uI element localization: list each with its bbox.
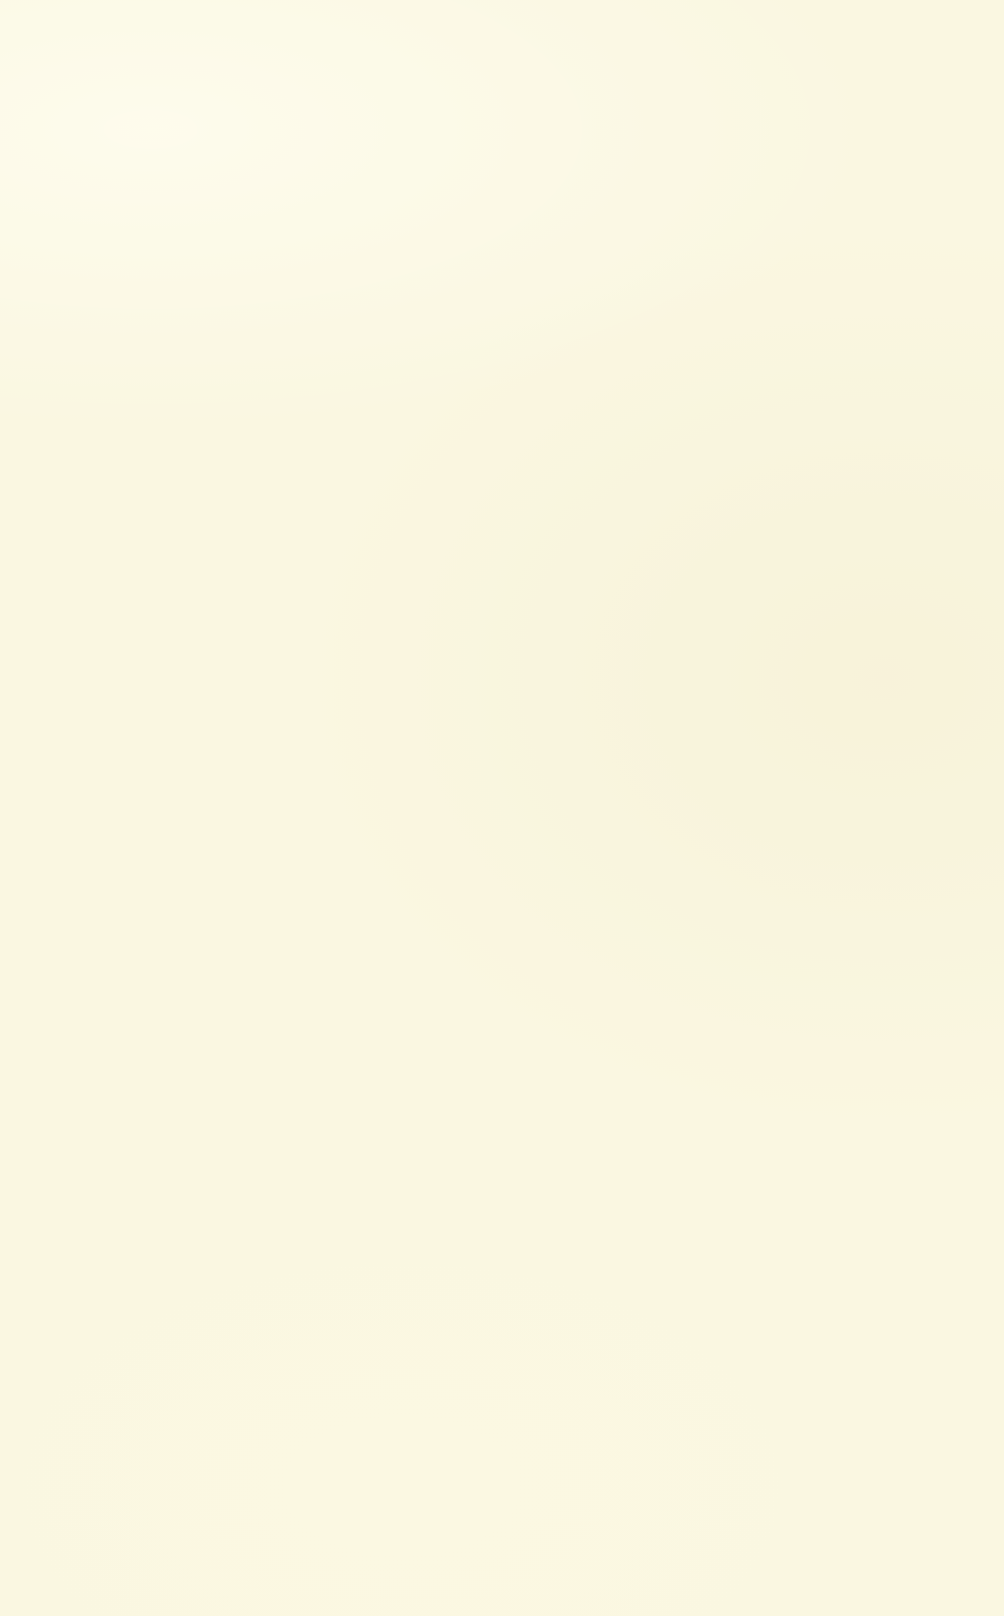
table-of-contents [135, 184, 953, 196]
page-header [118, 114, 204, 148]
